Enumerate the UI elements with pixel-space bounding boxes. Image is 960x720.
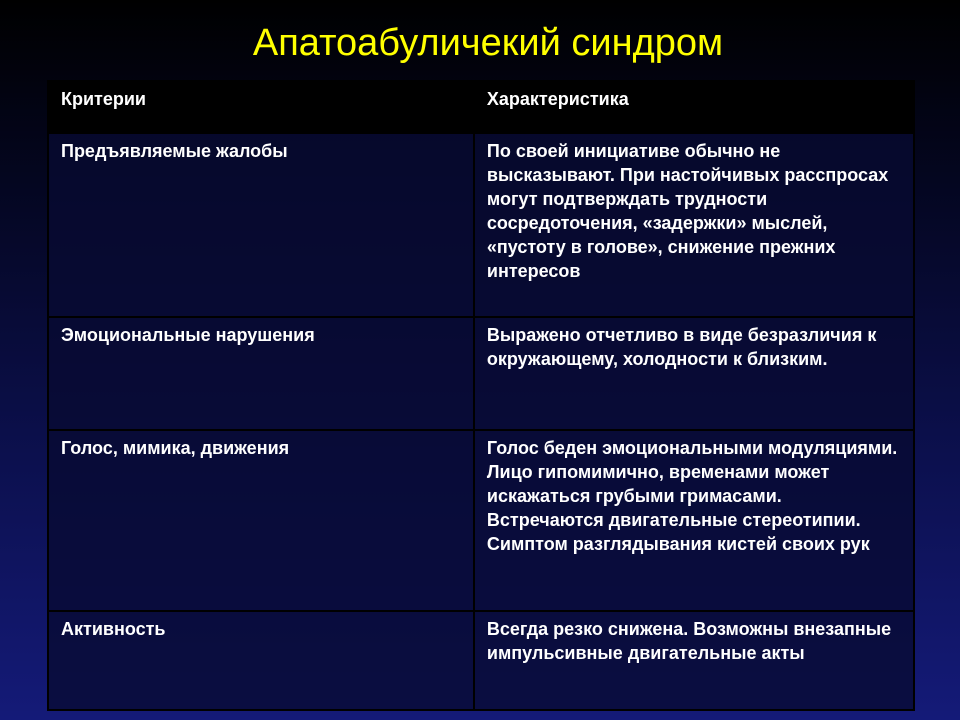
characteristic-cell: По своей инициативе обычно не высказывают. При настойчивых расспросах могут подтверждать трудности сосредоточения, «задержки» мыслей, «пустоту в голове», снижение прежних интересов: [474, 133, 914, 317]
criterion-cell: Голос, мимика, движения: [48, 430, 474, 611]
criterion-cell: Активность: [48, 611, 474, 710]
slide-title: Апатоабуличекий синдром: [252, 22, 724, 64]
characteristic-cell: Всегда резко снижена. Возможны внезапные импульсивные двигательные акты: [474, 611, 914, 710]
table-row: [48, 611, 914, 710]
table-row: [48, 317, 914, 430]
table-row: [48, 430, 914, 611]
criterion-cell: Предъявляемые жалобы: [48, 133, 474, 317]
header-characteristic: Характеристика: [474, 81, 914, 133]
table-header-row: [48, 81, 914, 133]
header-criteria: Критерии: [48, 81, 474, 133]
table-row: [48, 133, 914, 317]
characteristic-cell: Голос беден эмоциональными модуляциями. Лицо гипомимично, временами может искажаться грубыми гримасами. Встречаются двигательные стереотипии. Симптом разглядывания кистей своих рук: [474, 430, 914, 611]
criterion-cell: Эмоциональные нарушения: [48, 317, 474, 430]
criteria-table: [47, 80, 915, 711]
characteristic-cell: Выражено отчетливо в виде безразличия к окружающему, холодности к близким.: [474, 317, 914, 430]
